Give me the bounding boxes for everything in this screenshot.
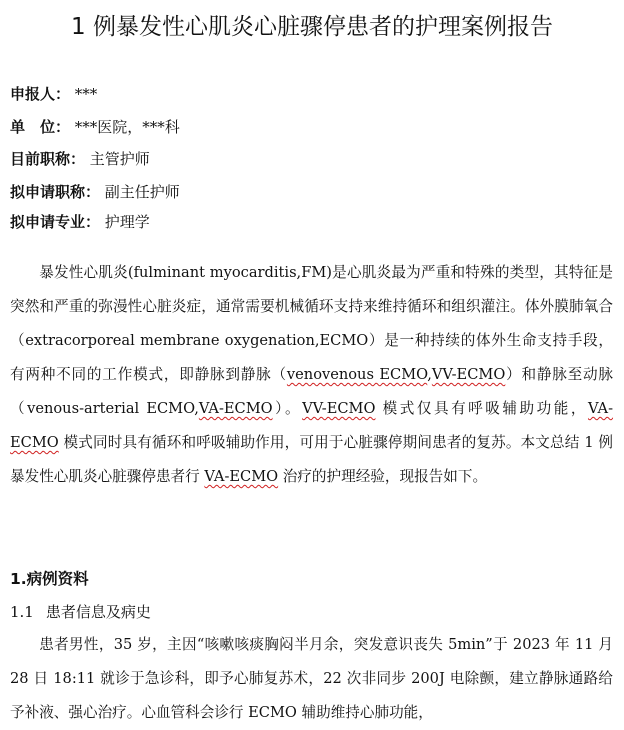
apply-major-row bbox=[10, 211, 150, 233]
apply-title-row bbox=[10, 181, 180, 203]
document-title: 1 例暴发性心肌炎心脏骤停患者的护理案例报告 bbox=[71, 14, 553, 40]
subsection-number: 1.1 bbox=[10, 603, 34, 621]
spellcheck-term-1: venovenous ECMO bbox=[286, 366, 428, 383]
section-heading: 1.病例资料 bbox=[10, 570, 89, 588]
unit-row bbox=[10, 116, 180, 138]
spellcheck-term-4: VV-ECMO bbox=[302, 400, 376, 417]
apply-major-label: 拟申请专业： bbox=[10, 213, 101, 231]
subsection-heading bbox=[10, 601, 151, 622]
intro-text-2: , bbox=[427, 366, 432, 383]
intro-text-6: 模式同时具有循环和呼吸辅助作用，可用于心脏骤停期间患者的复苏。本文总结 1 例暴发性心肌炎心脏骤停患者行 bbox=[10, 434, 613, 485]
intro-text-3: ）和静脉至动脉（venous-arterial ECMO, bbox=[10, 366, 613, 417]
intro-text-7: 治疗的护理经验，现报告如下。 bbox=[278, 468, 488, 485]
reporter-row bbox=[10, 83, 97, 105]
spellcheck-term-2: VV-ECMO bbox=[431, 366, 506, 383]
spellcheck-term-5: VA-ECMO bbox=[10, 400, 614, 451]
apply-title-label: 拟申请职称： bbox=[10, 183, 101, 201]
apply-title-value: 副主任护师 bbox=[104, 183, 180, 201]
spellcheck-term-6: VA-ECMO bbox=[204, 468, 279, 485]
subsection-title: 患者信息及病史 bbox=[45, 603, 151, 621]
unit-value: ***医院，***科 bbox=[74, 118, 180, 136]
intro-paragraph bbox=[10, 256, 613, 494]
case-paragraph: 患者男性，35 岁，主因“咳嗽咳痰胸闷半月余，突发意识丧失 5min”于 2023 年 11 月 28 日 18:11 就诊于急诊科，即予心肺复苏术，22 次非同步 200J 电除颤，建立静脉通路给予补液、强心治疗。心血管科会诊行 ECMO 辅助维持心肺功能， bbox=[10, 636, 613, 721]
intro-text-5: 模式仅具有呼吸辅助功能， bbox=[375, 400, 588, 417]
reporter-value: *** bbox=[74, 85, 98, 103]
current-title-value: 主管护师 bbox=[89, 150, 150, 168]
current-title-row bbox=[10, 148, 150, 170]
apply-major-value: 护理学 bbox=[104, 213, 150, 231]
spellcheck-term-3: VA-ECMO bbox=[198, 400, 273, 417]
intro-text-4: ）。 bbox=[272, 400, 303, 417]
current-title-label: 目前职称： bbox=[10, 150, 86, 168]
intro-text-1: 暴发性心肌炎(fulminant myocarditis,FM)是心肌炎最为严重和特殊的类型，其特征是突然和严重的弥漫性心脏炎症，通常需要机械循环支持来维持循环和组织灌注。体外膜肺氧合（extracorporeal membrane oxygenation,ECMO）是一种持续的体外生命支持手段，有两种不同的工作模式，即静脉到静脉（ bbox=[10, 264, 613, 383]
reporter-label: 申报人： bbox=[10, 85, 71, 103]
unit-label: 单 位： bbox=[10, 118, 71, 136]
